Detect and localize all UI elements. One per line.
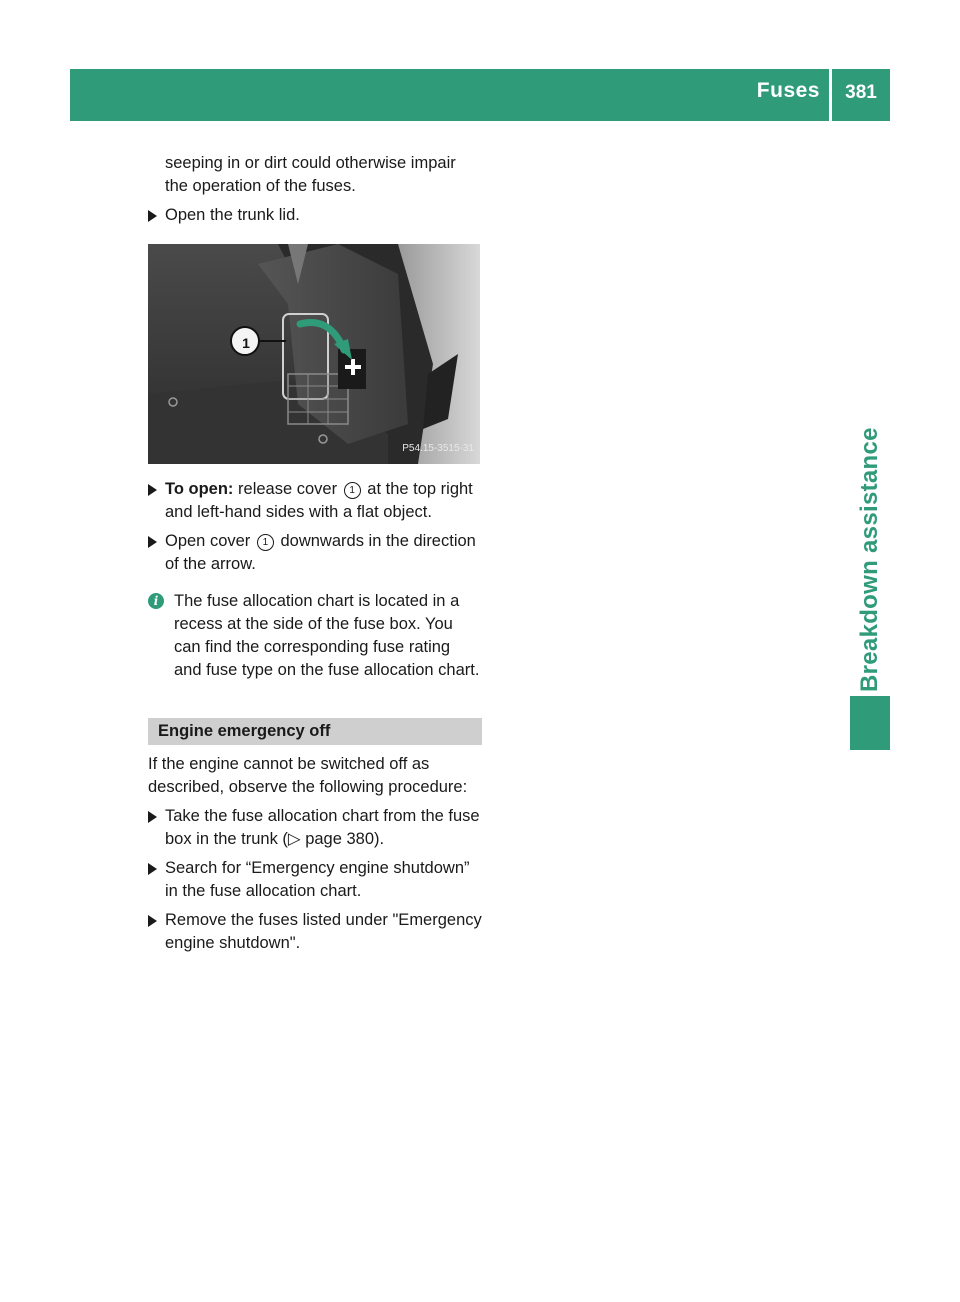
step-text: Remove the fuses listed under "Emergency engine shutdown". (165, 911, 482, 952)
step-arrow-icon (148, 210, 157, 222)
callout-ref-icon: 1 (257, 534, 274, 551)
section-intro: If the engine cannot be switched off as described, observe the following procedure: (148, 755, 468, 796)
step-arrow-icon (148, 811, 157, 823)
info-icon: i (148, 593, 164, 609)
info-text: The fuse allocation chart is located in a recess at the side of the fuse box. You can find the corresponding fuse rating and fuse type on the fuse allocation chart. (174, 592, 480, 679)
step-arrow-icon (148, 915, 157, 927)
trunk-photo (148, 244, 480, 464)
page-number: 381 (845, 82, 877, 103)
step-text: release cover (238, 480, 338, 498)
step-text: at the top right and left-hand sides with a flat object. (165, 480, 473, 521)
step-text: Open cover (165, 532, 251, 550)
step-arrow-icon (148, 484, 157, 496)
page-ref-link[interactable]: page 380). (300, 830, 385, 848)
trunk-figure (148, 244, 480, 464)
step-text: Open the trunk lid. (165, 206, 300, 224)
header-bar (70, 69, 890, 121)
step-text: Search for “Emergency engine shutdown” in the fuse allocation chart. (165, 859, 470, 900)
step-arrow-icon (148, 536, 157, 548)
step-open-trunk (148, 204, 482, 227)
side-tab-label: Breakdown assistance (856, 427, 883, 692)
step-remove-fuses (148, 909, 482, 955)
step-take-chart (148, 805, 482, 851)
step-release-cover (148, 478, 482, 524)
intro-text: seeping in or dirt could otherwise impair the operation of the fuses. (165, 154, 456, 195)
info-note (148, 590, 482, 682)
page-ref-icon: ▷ (287, 830, 301, 848)
figure-code: P54.15-3515-31 (402, 443, 474, 454)
step-open-cover (148, 530, 482, 576)
step-text: Take the fuse allocation chart from the fuse box in the trunk ( (165, 807, 480, 848)
callout-ref-icon: 1 (344, 482, 361, 499)
step-arrow-icon (148, 863, 157, 875)
main-content (148, 152, 482, 961)
chapter-title: Fuses (756, 79, 820, 102)
section-heading: Engine emergency off (148, 718, 482, 745)
header-divider (829, 69, 832, 121)
figure-callout: 1 (242, 335, 250, 351)
step-label: To open: (165, 480, 234, 498)
side-tab (850, 126, 890, 692)
side-tab-marker (850, 696, 890, 750)
step-search-chart (148, 857, 482, 903)
step-text: downwards in the direction of the arrow. (165, 532, 476, 573)
